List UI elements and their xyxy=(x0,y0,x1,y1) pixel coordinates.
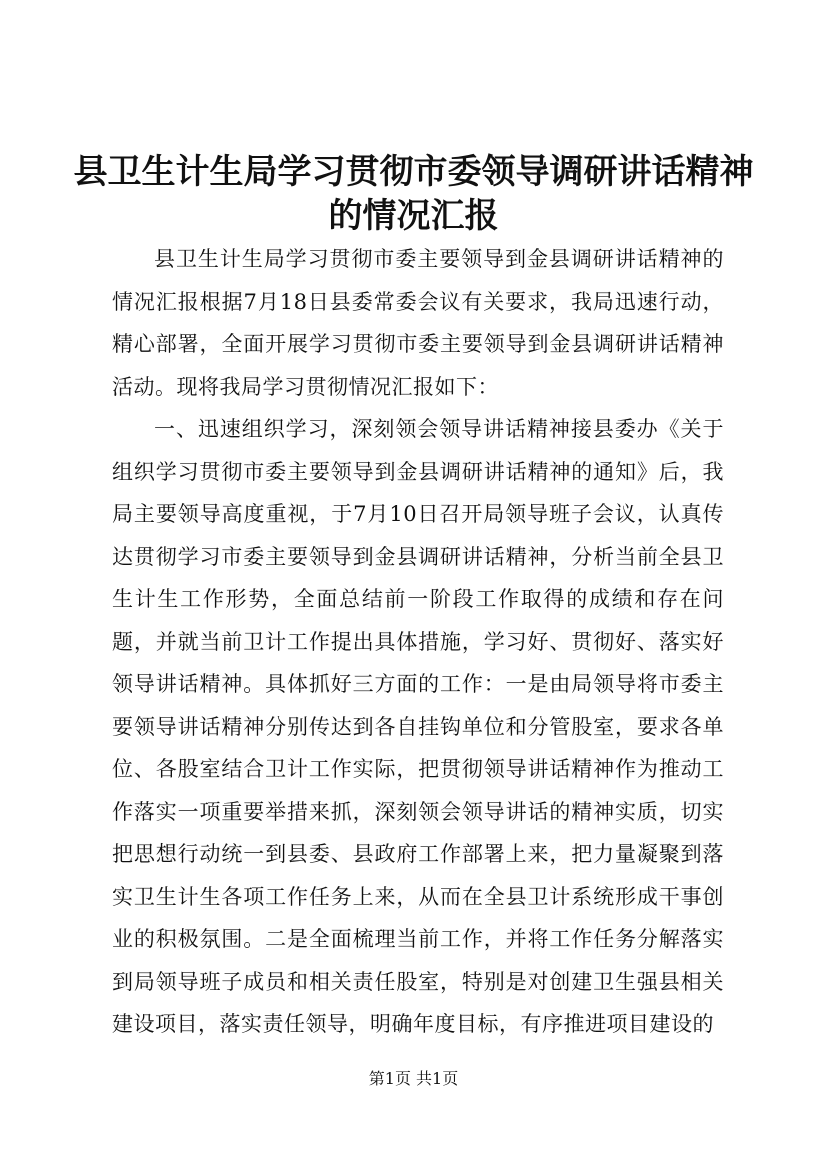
page-footer: 第1页 共1页 xyxy=(368,1069,459,1088)
body-paragraph-2: 一、迅速组织学习，深刻领会领导讲话精神接县委办《关于组织学习贯彻市委主要领导到金县调研讲话精神的通知》后，我局主要领导高度重视，于7月10日召开局领导班子会议，认真传达贯彻学习市委主要领导到金县调研讲话精神，分析当前全县卫生计生工作形势，全面总结前一阶段工作取得的成绩和存在问题，并就当前卫计工作提出具体措施，学习好、贯彻好、落实好领导讲话精神。具体抓好三方面的工作：一是由局领导将市委主要领导讲话精神分别传达到各自挂钩单位和分管股室，要求各单位、各股室结合卫计工作实际，把贯彻领导讲话精神作为推动工作落实一项重要举措来抓，深刻领会领导讲话的精神实质，切实把思想行动统一到县委、县政府工作部署上来，把力量凝聚到落实卫生计生各项工作任务上来，从而在全县卫计系统形成干事创业的积极氛围。二是全面梳理当前工作，并将工作任务分解落实到局领导班子成员和相关责任股室，特别是对创建卫生强县相关建设项目，落实责任领导，明确年度目标，有序推进项目建设的 xyxy=(112,417,724,1036)
document-title-line-2: 的情况汇报 xyxy=(328,196,499,236)
document-body xyxy=(112,238,724,1046)
document-title-line-1: 县卫生计生局学习贯彻市委领导调研讲话精神 xyxy=(73,152,754,192)
body-paragraph-1: 县卫生计生局学习贯彻市委主要领导到金县调研讲话精神的情况汇报根据7月18日县委常委会议有关要求，我局迅速行动，精心部署，全面开展学习贯彻市委主要领导到金县调研讲话精神活动。现将我局学习贯彻情况汇报如下： xyxy=(112,247,724,399)
